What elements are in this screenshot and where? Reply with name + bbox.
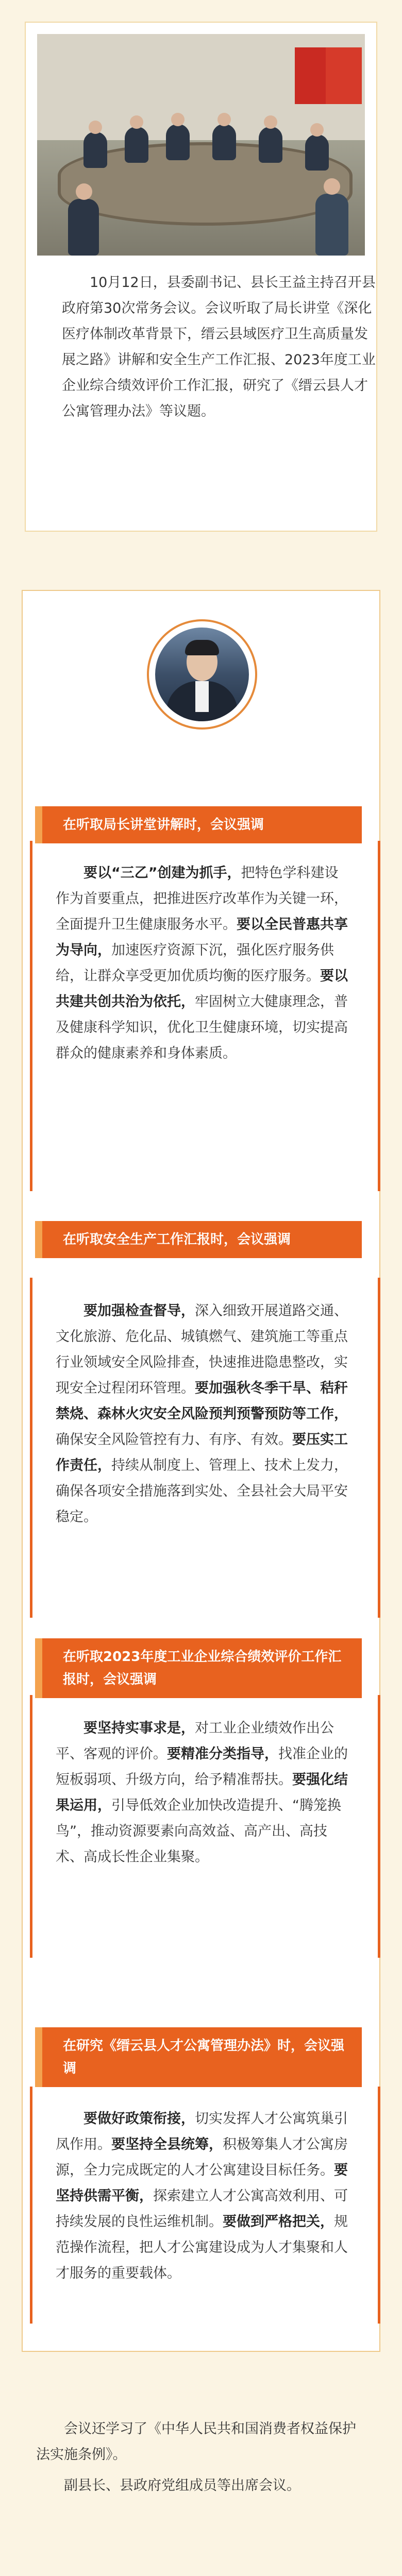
section-4-banner: 在研究《缙云县人才公寓管理办法》时，会议强调 (42, 2027, 362, 2087)
section-1-text: 要以“三乙”创建为抓手，把特色学科建设作为首要重点，把推进医疗改革作为关键一环，全面提升卫生健康服务水平。要以全民普惠共享为导向，加速医疗资源下沉，强化医疗服务供给，让群众享受更加优质均衡的医疗服务。要以共建共创共治为依托，牢固树立大健康理念，普及健康科学知识，优化卫生健康环境，切实提高群众的健康素养和身体素质。 (56, 865, 348, 1061)
outro-paragraph-1: 会议还学习了《中华人民共和国消费者权益保护法实施条例》。 (36, 2421, 356, 2463)
section-3-banner: 在听取2023年度工业企业综合绩效评价工作汇报时，会议强调 (42, 1638, 362, 1698)
meeting-photo (37, 34, 365, 256)
section-2-banner: 在听取安全生产工作汇报时，会议强调 (42, 1221, 362, 1258)
section-2-text: 要加强检查督导，深入细致开展道路交通、文化旅游、危化品、城镇燃气、建筑施工等重点行业领域安全风险排查，快速推进隐患整改，实现安全过程闭环管理。要加强秋冬季干旱、秸秆禁烧、森林火灾安全风险预判预警预防等工作，确保安全风险管控有力、有序、有效。要压实工作责任，持续从制度上、管理上、技术上发力，确保各项安全措施落到实处、全县社会大局平安稳定。 (56, 1303, 348, 1525)
section-4-text: 要做好政策衔接，切实发挥人才公寓筑巢引凤作用。要坚持全县统筹，积极筹集人才公寓房源，全力完成既定的人才公寓建设目标任务。要坚持供需平衡，探索建立人才公寓高效利用、可持续发展的良性运维机制。要做到严格把关，规范操作流程，把人才公寓建设成为人才集聚和人才服务的重要载体。 (56, 2111, 348, 2281)
outro-paragraph-2: 副县长、县政府党组成员等出席会议。 (64, 2478, 300, 2494)
section-3-text: 要坚持实事求是，对工业企业绩效作出公平、客观的评价。要精准分类指导，找准企业的短板弱项、升级方向，给予精准帮扶。要强化结果运用，引导低效企业加快改造提升、“腾笼换鸟”，推动资源要素向高效益、高产出、高技术、高成长性企业集聚。 (56, 1720, 348, 1865)
meeting-card (25, 22, 377, 532)
speaker-portrait (147, 619, 257, 730)
section-1-banner: 在听取局长讲堂讲解时，会议强调 (42, 806, 362, 843)
intro-paragraph: 10月12日，县委副书记、县长王益主持召开县政府第30次常务会议。会议听取了局长讲堂《深化医疗体制改革背景下，缙云县域医疗卫生高质量发展之路》讲解和安全生产工作汇报、2023年度工业企业综合绩效评价工作汇报，研究了《缙云县人才公寓管理办法》等议题。 (62, 275, 376, 419)
